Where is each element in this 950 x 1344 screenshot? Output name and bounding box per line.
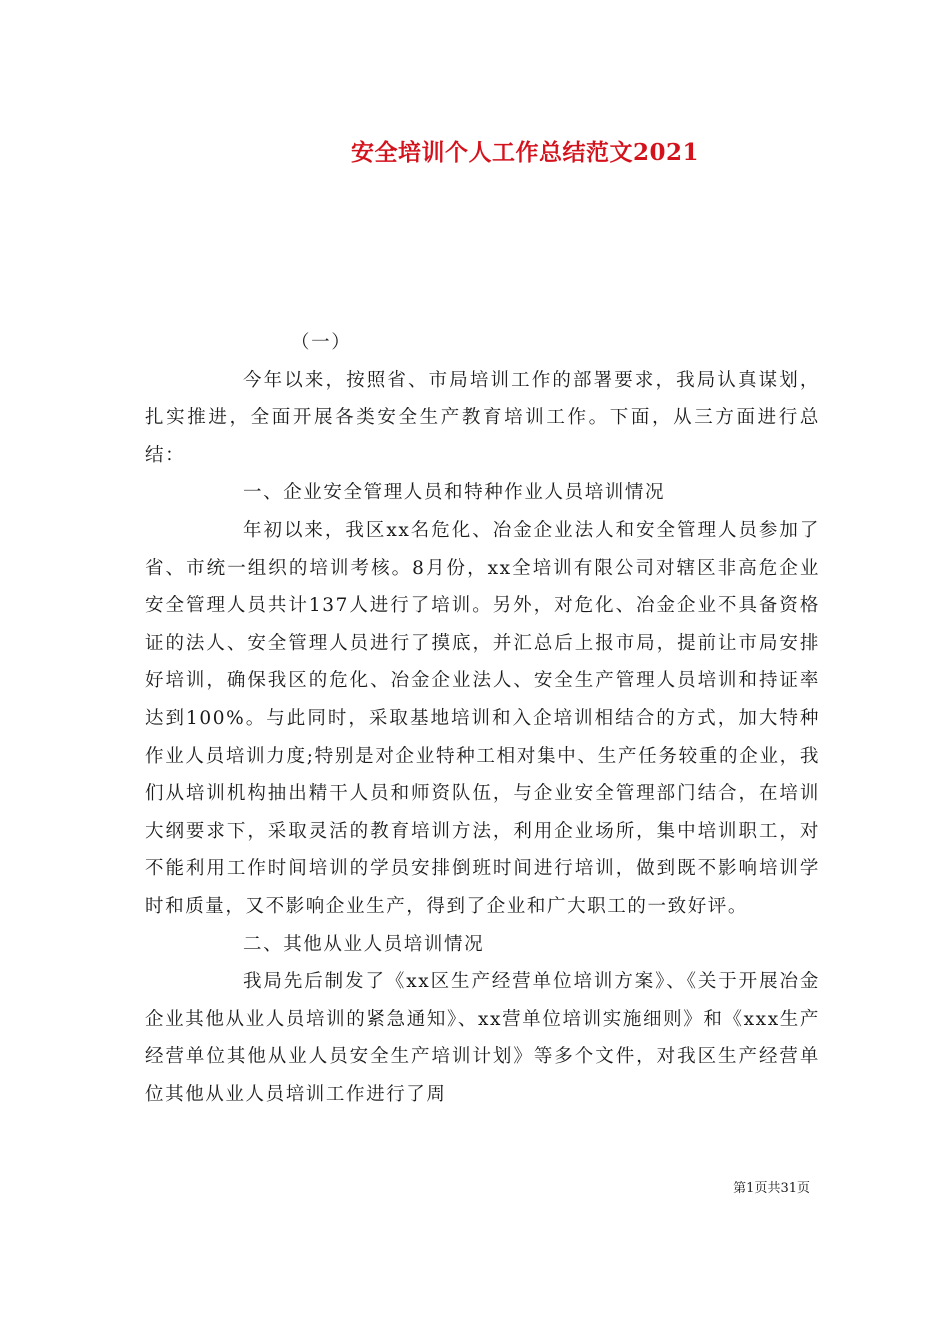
section-heading-2: 二、其他从业人员培训情况: [243, 933, 485, 955]
document-body: [145, 324, 820, 1113]
paragraph-section-1: 年初以来，我区xx名危化、冶金企业法人和安全管理人员参加了省、市统一组织的培训考核。8月份，xx全培训有限公司对辖区非高危企业安全管理人员共计137人进行了培训。另外，对危化、冶金企业不具备资格证的法人、安全管理人员进行了摸底，并汇总后上报市局，提前让市局安排好培训，确保我区的危化、冶金企业法人、安全生产管理人员培训和持证率达到100%。与此同时，采取基地培训和入企培训相结合的方式，加大特种作业人员培训力度;特别是对企业特种工相对集中、生产任务较重的企业，我们从培训机构抽出精干人员和师资队伍，与企业安全管理部门结合，在培训大纲要求下，采取灵活的教育培训方法，利用企业场所，集中培训职工，对不能利用工作时间培训的学员安排倒班时间进行培训，做到既不影响培训学时和质量，又不影响企业生产，得到了企业和广大职工的一致好评。: [145, 519, 820, 917]
paragraph-intro: 今年以来，按照省、市局培训工作的部署要求，我局认真谋划，扎实推进，全面开展各类安全生产教育培训工作。下面，从三方面进行总结：: [145, 369, 820, 466]
page-number: 第1页共31页: [733, 1181, 810, 1196]
section-heading-1: 一、企业安全管理人员和特种作业人员培训情况: [243, 482, 666, 504]
section-subheading: （一）: [291, 332, 352, 353]
paragraph-section-2: 我局先后制发了《xx区生产经营单位培训方案》、《关于开展冶金企业其他从业人员培训的紧急通知》、xx营单位培训实施细则》和《xxx生产经营单位其他从业人员安全生产培训计划》等多个文件，对我区生产经营单位其他从业人员培训工作进行了周: [145, 971, 820, 1105]
document-title: 安全培训个人工作总结范文2021: [350, 139, 699, 166]
